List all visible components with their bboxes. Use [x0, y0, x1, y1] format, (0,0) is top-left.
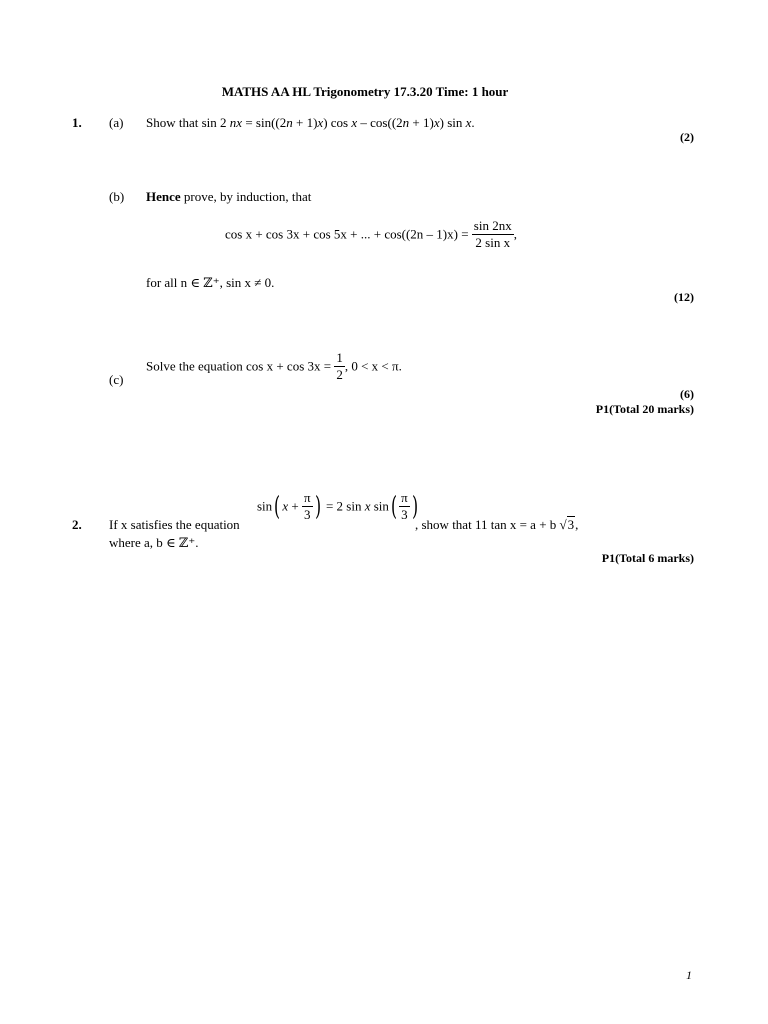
question-2-number: 2.: [72, 517, 82, 532]
question-2-equation: sin( x + $\frac{\pi}{3}$ ) = 2 sin x sin( $\frac{\pi}{3}$ ): [257, 490, 418, 522]
induction-lhs: cos x + cos 3x + cos 5x + ... + cos((2n – 1)x) =: [225, 226, 469, 242]
part-c-marks: (6): [680, 387, 694, 401]
page-title: MATHS AA HL Trigonometry 17.3.20 Time: 1 hour: [221, 84, 509, 99]
question-1-total: P1(Total 20 marks): [595, 402, 694, 416]
question-1-number: 1.: [72, 115, 82, 130]
induction-fraction-denominator: 2 sin x: [472, 234, 514, 251]
part-a-prefix: Show that sin 2: [146, 115, 230, 130]
induction-equation: cos x + cos 3x + cos 5x + ... + cos((2n – 1)x) = $\frac{\sin 2nx}{\text{2 sin x}}$ ,: [225, 218, 517, 250]
part-c-label: (c): [109, 372, 124, 387]
part-c-fraction: [334, 350, 345, 383]
question-2-show-text: , show that 11 tan x = a + b: [415, 517, 557, 532]
question-2-show: , show that 11 tan x = a + b √3,: [415, 517, 579, 532]
question-2-intro: If x satisfies the equation: [109, 517, 240, 532]
part-b-marks: (12): [674, 290, 694, 304]
part-c-range: , 0 < x < π.: [344, 358, 402, 374]
part-a-marks: (2): [680, 130, 694, 144]
page-number: 1: [686, 968, 692, 982]
question-2-where: where a, b ∈ ℤ⁺.: [109, 535, 199, 550]
part-b-intro-text: prove, by induction, that: [180, 189, 312, 204]
part-c-fraction-numerator: 1: [336, 350, 343, 365]
for-all-condition: for all n ∈ ℤ⁺, sin x ≠ 0.: [146, 275, 275, 290]
part-a-statement: Show that sin 2 nx = sin((2n + 1)x) cos x – cos((2n + 1)x) sin x.: [146, 115, 475, 130]
part-a-label: (a): [109, 115, 124, 130]
question-2-total: P1(Total 6 marks): [601, 551, 694, 565]
part-b-label: (b): [109, 189, 125, 204]
part-c-statement: [146, 350, 402, 383]
induction-fraction: [472, 218, 514, 251]
hence-keyword: Hence: [146, 189, 181, 204]
part-b-intro: [146, 189, 311, 205]
induction-fraction-numerator: sin 2nx: [473, 218, 512, 233]
part-c-text: Solve the equation cos x + cos 3x =: [146, 358, 332, 374]
sqrt-three: √3: [559, 517, 575, 532]
part-c-fraction-denominator: 2: [336, 367, 343, 382]
